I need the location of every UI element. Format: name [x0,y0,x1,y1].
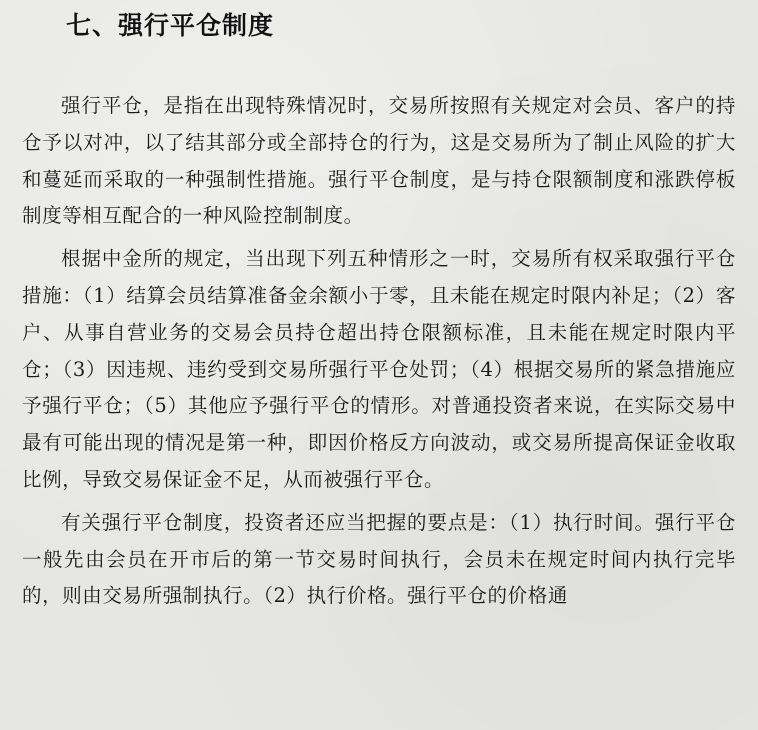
section-heading: 七、强行平仓制度 [66,11,275,40]
body-text [22,88,736,621]
paragraph-conditions: 根据中金所的规定，当出现下列五种情形之一时，交易所有权采取强行平仓措施：（1）结算会员结算准备金余额小于零，且未能在规定时限内补足；（2）客户、从事自营业务的交易会员持仓超出持仓限额标准，且未能在规定时限内平仓；（3）因违规、违约受到交易所强行平仓处罚；（4）根据交易所的紧急措施应予强行平仓；（5）其他应予强行平仓的情形。对普通投资者来说，在实际交易中最有可能出现的情况是第一种，即因价格反方向波动，或交易所提高保证金收取比例，导致交易保证金不足，从而被强行平仓。 [22,247,736,491]
paragraph-key-points: 有关强行平仓制度，投资者还应当把握的要点是：（1）执行时间。强行平仓一般先由会员在开市后的第一节交易时间执行，会员未在规定时间内执行完毕的，则由交易所强制执行。（2）执行价格。强行平仓的价格通 [22,510,736,608]
paragraph-definition: 强行平仓，是指在出现特殊情况时，交易所按照有关规定对会员、客户的持仓予以对冲，以了结其部分或全部持仓的行为，这是交易所为了制止风险的扩大和蔓延而采取的一种强制性措施。强行平仓制度，是与持仓限额制度和涨跌停板制度等相互配合的一种风险控制制度。 [22,94,736,228]
